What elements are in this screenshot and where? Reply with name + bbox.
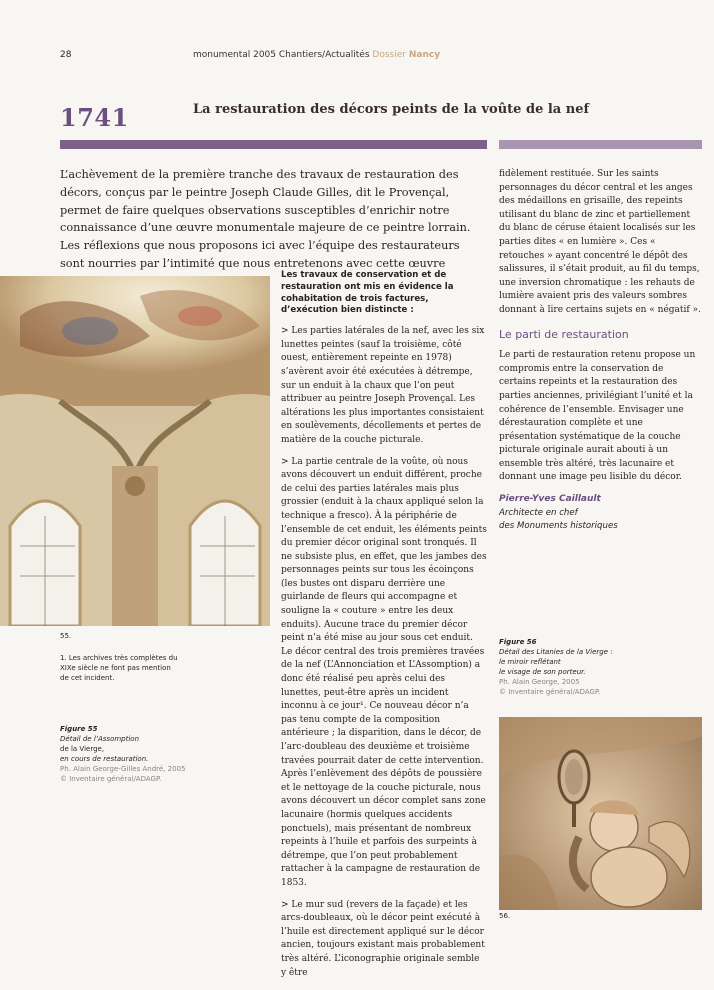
- running-header: [193, 50, 440, 60]
- lead-text: L’achèvement de la première tranche des travaux de restauration des décors, conçus par le peintre Joseph Claude Gilles, dit le Provençal, permet de faire quelques observations susceptibles d’enrichir notre connaissance d’une œuvre monumentale majeure de ce peintre lorrain. Les réflexions que nous proposons ici avec l’équipe des restaurateurs sont nourries par l’intimité que nous entretenons avec cette œuvre: [60, 168, 471, 270]
- col3-continuation: fidèlement restituée. Sur les saints personnages du décor central et les anges des médaillons en grisaille, des repeints utilisant du blanc de zinc et partiellement du blanc de céruse étaient localisés sur les parties dites « en lumière ». Ces « retouches » ayant concentré le dépôt des salissures, il s’était produit, au fil du temps, une inversion chromatique : les rehauts de lumière avaient pris des valeurs sombres donnant à lire certains sujets en « négatif ».: [499, 169, 701, 315]
- col2-item-1: > Les parties latérales de la nef, avec les six lunettes peintes (sauf la troisième, côté ouest, entièrement repeinte en 1978) s’avèrent avoir été exécutées à détrempe, sur un enduit à la chaux que l’on peut attribuer au peintre Joseph Provençal. Les altérations les plus importantes consistaient en soulèvements, décollements et pertes de matière de la couche picturale.: [281, 326, 485, 445]
- cherub-mirror-image: [499, 717, 702, 910]
- author-role-2: des Monuments historiques: [499, 520, 618, 531]
- col2-intro: Les travaux de conservation et de restauration ont mis en évidence la cohabitation de trois factures, d’exécution bien distincte :: [281, 270, 454, 316]
- author-name: Pierre-Yves Caillault: [499, 494, 601, 505]
- figure-55-caption-line2: de la Vierge,: [60, 745, 105, 753]
- figure-55-credit1: Ph. Alain George-Gilles André, 2005: [60, 765, 186, 773]
- figure-56-caption: [499, 637, 679, 697]
- figure-56-credit2: © Inventaire général/ADAGP.: [499, 688, 601, 696]
- col2-item-3: > Le mur sud (revers de la façade) et les arcs-doubleaux, où le décor peint exécuté à l’huile est directement appliqué sur le décor ancien, toujours existant mais probablement très altéré. L’iconographie originale semble y être: [281, 899, 485, 978]
- body-column-2: [281, 270, 487, 988]
- author-role-1: Architecte en chef: [499, 507, 578, 518]
- dossier-name: Nancy: [408, 50, 441, 60]
- publication-name: monumental: [193, 50, 251, 60]
- figure-55-caption-line1: Détail de l’Assomption: [60, 735, 140, 743]
- figure-56-caption-line3: le visage de son porteur.: [499, 668, 586, 676]
- body-column-3: [499, 168, 702, 533]
- publication-year: 2005: [253, 50, 277, 60]
- title-rule-right: [499, 140, 702, 149]
- figure-55-caption-line3: en cours de restauration.: [60, 755, 149, 763]
- title-rule: [60, 140, 487, 149]
- footnote-1: 1. Les archives très complètes du XIXe siècle ne font pas mention de cet incident.: [60, 654, 178, 682]
- vault-painting-image: [0, 276, 270, 626]
- figure-56-number: 56.: [499, 912, 511, 920]
- col2-item-2: > La partie centrale de la voûte, où nous avons découvert un enduit différent, proche de celui des parties latérales mais plus grossier (enduit à la chaux appliqué selon la technique a fresco). À la périphérie de l’ensemble de cet enduit, les éléments peints du premier décor original sont tronqués. Il ne subsiste plus, en effet, que les jambes des personnages peints sur tous les écoinçons (les bustes ont disparu derrière une guirlande de fleurs qui accompagne et souligne la « couture » entre les deux enduits). Aucune trace du premier décor peint n’a été mise au jour sous cet enduit. Le décor central des trois premières travées de la nef (L’Annonciation et L’Assomption) a donc été réalisé peu après celui des lunettes, peut-être après un incident inconnu à ce jour¹. Ce nouveau décor n’a pas tenu compte de la composition antérieure ; la disparition, dans le décor, de l’arc-doubleau des deuxième et troisième travées pourrait dater de cette intervention. Après l’enlèvement des dépôts de poussière et le nettoyage de la couche picturale, nous avons découvert un décor complet sans zone lacunaire (hormis quelques accidents ponctuels), mais présentant de nombreux repeints à l’huile et parfois des surpeints à détrempe, que l’on peut probablement rattacher à la campagne de restauration de 1853.: [281, 456, 487, 888]
- figure-55-caption: [60, 724, 210, 784]
- figure-56-photo: [499, 717, 702, 910]
- dossier-label: Dossier: [372, 50, 406, 60]
- section-title: Le parti de restauration: [499, 327, 629, 341]
- page-number: 28: [60, 50, 72, 60]
- figure-56-label: Figure 56: [499, 638, 537, 646]
- figure-56-caption-line1: Détail des Litanies de la Vierge :: [499, 648, 613, 656]
- article-title: La restauration des décors peints de la voûte de la nef: [193, 102, 590, 117]
- figure-55-credit2: © Inventaire général/ADAGP.: [60, 775, 162, 783]
- section-name: Chantiers/Actualités: [278, 50, 370, 60]
- article-date: 1741: [60, 103, 129, 132]
- figure-56-caption-line2: le miroir reflétant: [499, 658, 561, 666]
- figure-55-number: 55.: [60, 632, 72, 640]
- figure-55-label: Figure 55: [60, 725, 98, 733]
- figure-56-credit1: Ph. Alain George, 2005: [499, 678, 580, 686]
- section-text: Le parti de restauration retenu propose un compromis entre la conservation de certains repeints et la restauration des parties anciennes, privilégiant l’unité et la cohérence de l’ensemble. Envisager une dérestauration complète et une présentation systématique de la couche picturale originale aurait abouti à un ensemble très altéré, très lacunaire et donnant une image peu lisible du décor.: [499, 350, 696, 483]
- figure-55-photo: [0, 276, 270, 626]
